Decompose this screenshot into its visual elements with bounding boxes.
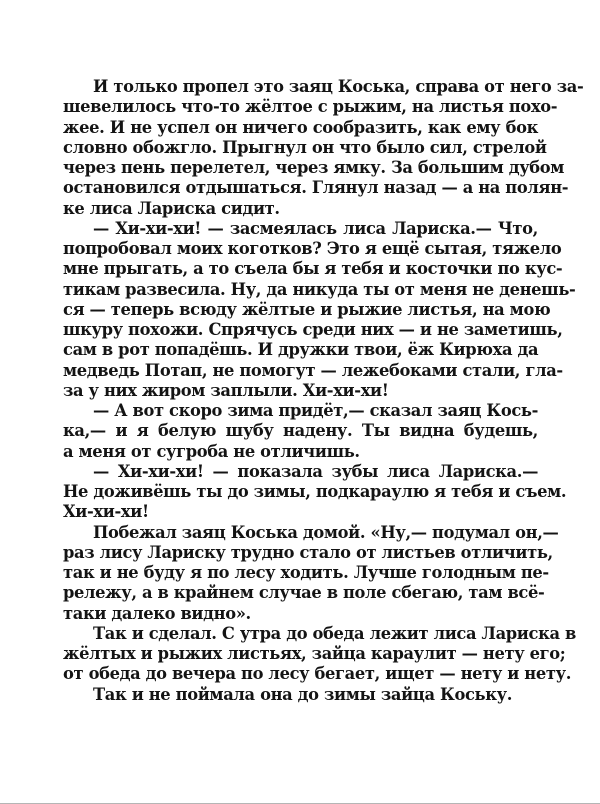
text-line: шкуру похожи. Спрячусь среди них — и не заметишь, [63,320,563,339]
text-line: от обеда до вечера по лесу бегает, ищет — нету и нету. [63,664,572,684]
text-line: — А вот скоро зима придёт,— сказал заяц Кось- [93,401,538,420]
text-line: ке лиса Лариска сидит. [63,198,280,218]
text-line: Так и не поймала она до зимы зайца Коську. [93,684,513,704]
text-line: за у них жиром заплыли. Хи-хи-хи! [63,380,389,400]
story-text [63,77,584,705]
text-line: — Хи-хи-хи! — засмеялась лиса Лариска.— Что, [93,218,538,238]
text-line: жее. И не успел он ничего сообразить, как ему бок [63,117,538,137]
text-line: раз лису Лариску трудно стало от листьев отличить, [63,542,553,562]
paragraph [63,522,559,624]
text-line: жёлтых и рыжих листьях, зайца караулит — нету его; [63,644,566,663]
text-line: через пень перелетел, через ямку. За большим дубом [63,158,565,177]
paragraph [63,77,584,219]
paragraph [63,461,567,523]
text-line: таки далеко видно». [63,603,251,623]
text-line: медведь Потап, не помогут — лежебоками стали, гла- [63,360,563,380]
text-line: шевелилось что-то жёлтое с рыжим, на листья похо- [63,97,558,117]
paragraph [63,623,576,685]
text-line: Так и сделал. С утра до обеда лежит лиса Лариска в [93,623,576,643]
text-line: а меня от сугроба не отличишь. [63,441,360,461]
text-line: мне прыгать, а то съела бы я тебя и косточки по кус- [63,259,563,279]
text-line: Побежал заяц Коська домой. «Ну,— подумал он,— [93,522,559,542]
text-line: попробовал моих коготков? Это я ещё сытая, тяжело [63,239,562,258]
text-line: остановился отдышаться. Глянул назад — а на полян- [63,178,569,198]
text-line: словно обожгло. Прыгнул он что было сил, стрелой [63,137,547,157]
text-line: Хи-хи-хи! [63,502,149,522]
text-line: ся — теперь всюду жёлтые и рыжие листья, на мою [63,299,551,319]
text-line: — Хи-хи-хи! — показала зубы лиса Лариска.— [93,461,538,481]
text-line: И только пропел это заяц Коська, справа от него за- [93,77,584,96]
paragraph [63,218,576,401]
text-line: рележу, а в крайнем случае в поле сбегаю, там всё- [63,583,545,603]
paragraph [63,685,538,705]
text-line: тикам развесила. Ну, да никуда ты от меня не денешь- [63,279,576,299]
text-line: так и не буду я по лесу ходить. Лучше голодным пе- [63,563,549,582]
text-line: Не доживёшь ты до зимы, подкараулю я тебя и съем. [63,482,567,501]
paragraph [63,401,538,462]
text-line: сам в рот попадёшь. И дружки твои, ёж Кирюха да [63,340,539,360]
text-line: ка,— и я белую шубу надену. Ты видна будешь, [63,421,538,441]
